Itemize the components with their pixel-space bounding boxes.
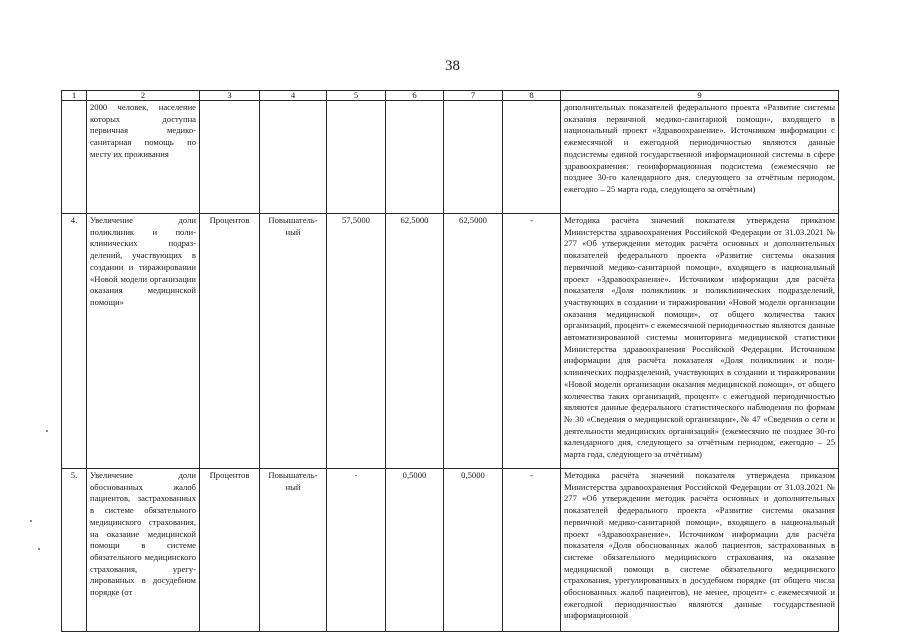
indicator-name: 2000 человек, население которых доступна первичная медико-санитарная помощь по месту их проживания [87, 101, 200, 214]
scan-speck [46, 430, 48, 432]
column-header: 4 [260, 91, 327, 101]
indicators-table [61, 90, 839, 632]
table-row [62, 214, 839, 469]
table-header-row [62, 91, 839, 101]
direction-cell: Повышательный [260, 214, 327, 469]
unit-cell: Процентов [200, 214, 260, 469]
column-header: 3 [200, 91, 260, 101]
value-cell-7: 0,5000 [444, 469, 503, 632]
column-header: 6 [386, 91, 444, 101]
indicators-table-wrapper [61, 90, 839, 632]
value-cell-6: 62,5000 [386, 214, 444, 469]
value-cell-7 [444, 101, 503, 214]
value-cell-6: 0,5000 [386, 469, 444, 632]
direction-cell [260, 101, 327, 214]
value-cell-6 [386, 101, 444, 214]
value-cell-5: - [327, 469, 386, 632]
scan-speck [30, 520, 32, 522]
direction-cell: Повышательный [260, 469, 327, 632]
column-header: 2 [87, 91, 200, 101]
value-cell-5: 57,5000 [327, 214, 386, 469]
column-header: 7 [444, 91, 503, 101]
value-cell-5 [327, 101, 386, 214]
methodology-text: дополнительных показателей федерального проекта «Развитие системы оказания первичной медико-санитарной помощи», входящего в национальный проект «Здравоохранение». Источником информации с ежемесячной и ежегодной периодичностью являются данные подсистемы единой государственной информационной системы в сфере здравоохранения: геоинформационная подсистема (ежемесячно не позднее 30-го календарного дня, следующего за отчётным периодом, ежегодно – 25 марта года, следующего за отчётным) [561, 101, 839, 214]
indicator-name: Увеличение доли обоснованных жалоб пациентов, застрахованных в системе обязательного медицинского страхования, на оказание медицинской помощи в системе обязательного медицинского страхования, урегулированных в досудебном порядке (от [87, 469, 200, 632]
value-cell-7: 62,5000 [444, 214, 503, 469]
value-cell-8 [503, 101, 561, 214]
unit-cell: Процентов [200, 469, 260, 632]
methodology-text: Методика расчёта значений показателя утверждена приказом Министерства здравоохранения Российской Федерации от 31.03.2021 № 277 «Об утверждении методик расчёта основных и дополнительных показателей федерального проекта «Развитие системы оказания первичной медико-санитарной помощи», входящего в национальный проект «Здравоохранение». Источником информации для расчёта показателя «Доля поликлиник и поликлинических подразделений, участвующих в создании и тиражировании «Новой модели организации оказания медицинской помощи», от общего количества таких организаций, процент» с ежемесячной периодичностью являются данные автоматизированной системы мониторинга медицинской статистики Министерства здравоохранения Российской Федерации. Источником информации для расчёта показателя «Доля поликлиник и поликлинических подразделений, участвующих в создании и тиражировании «Новой модели организации оказания медицинской помощи», от общего количества таких организаций, процент» с ежегодной периодичностью являются данные федерального статистического наблюдения по формам № 30 «Сведения о медицинской организации», № 47 «Сведения о сети и деятельности медицинских организаций» (ежемесячно не позднее 30-го календарного дня, следующего за отчётным периодом, ежегодно – 25 марта года, следующего за отчётным) [561, 214, 839, 469]
indicator-name: Увеличение доли поликлиник и поликлинических подразделений, участвующих в создании и тиражировании «Новой модели организации оказания медицинской помощи» [87, 214, 200, 469]
column-header: 5 [327, 91, 386, 101]
column-header: 9 [561, 91, 839, 101]
value-cell-8: - [503, 214, 561, 469]
value-cell-8: - [503, 469, 561, 632]
column-header: 1 [62, 91, 87, 101]
table-row [62, 101, 839, 214]
methodology-text: Методика расчёта значений показателя утверждена приказом Министерства здравоохранения Российской Федерации от 31.03.2021 № 277 «Об утверждении методик расчёта основных и дополнительных показателей федерального проекта «Развитие системы оказания первичной медико-санитарной помощи», входящего в национальный проект «Здравоохранение». Источником информации для расчёта показателя «Доля обоснованных жалоб пациентов, застрахованных в системе обязательного медицинского страхования, на оказание медицинской помощи в системе обязательного медицинского страхования, урегулированных в досудебном порядке (от общего числа обоснованных жалоб пациентов), не менее, процент» с ежемесячной и ежегодной периодичностью являются данные государственной информационной [561, 469, 839, 632]
row-number: 5. [62, 469, 87, 632]
page-number: 38 [445, 58, 460, 74]
row-number [62, 101, 87, 214]
unit-cell [200, 101, 260, 214]
column-header: 8 [503, 91, 561, 101]
scan-speck [38, 548, 40, 550]
row-number: 4. [62, 214, 87, 469]
table-row [62, 469, 839, 632]
